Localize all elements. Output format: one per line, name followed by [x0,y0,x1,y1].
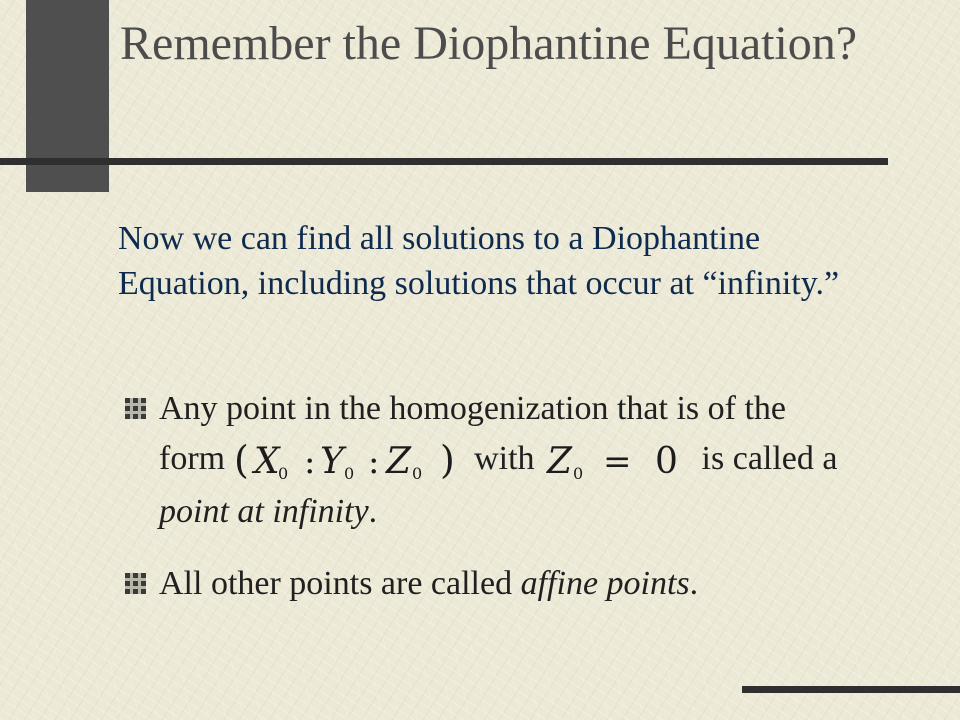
footer-rule [742,686,960,693]
z-equals-zero-formula [543,435,693,487]
svg-text:0: 0 [655,441,678,483]
svg-text:=: = [603,442,632,483]
bullet-text-part: . [368,493,378,531]
square-bullet-icon [125,573,146,594]
svg-text:0: 0 [411,464,422,484]
title-underline-rule [0,158,888,165]
bullet-item-point-at-infinity [120,384,860,537]
svg-text::: : [367,442,380,483]
projective-point-formula [234,435,466,487]
svg-text:(: ( [233,438,249,483]
term-affine-points: affine points [520,565,690,603]
bullet-text-part: . [689,565,699,603]
term-point-at-infinity: point at infinity [159,493,369,531]
lead-paragraph: Now we can find all solutions to a Diophantine Equation, including solutions that occur at “infinity.” [118,220,840,302]
svg-text:0: 0 [277,464,288,484]
svg-text:0: 0 [573,464,584,484]
bullet-list [120,384,860,609]
bullet-text-part: All other points are called [159,565,513,603]
bullet-text-part: Any point in the homogenization that is of the form [159,390,787,477]
svg-text:X: X [253,441,280,483]
slide-title: Remember the Diophantine Equation? [120,17,858,70]
bullet-text-part: with [474,440,535,477]
bullet-text-part: is called a [701,440,838,477]
svg-text:0: 0 [343,464,354,484]
bullet-item-affine-points [120,559,860,609]
square-bullet-icon [125,398,146,419]
svg-text::: : [303,442,316,483]
svg-text:Y: Y [319,441,344,483]
svg-text:Z: Z [385,441,411,483]
svg-text:Z: Z [547,441,573,483]
svg-text:): ) [439,438,455,483]
